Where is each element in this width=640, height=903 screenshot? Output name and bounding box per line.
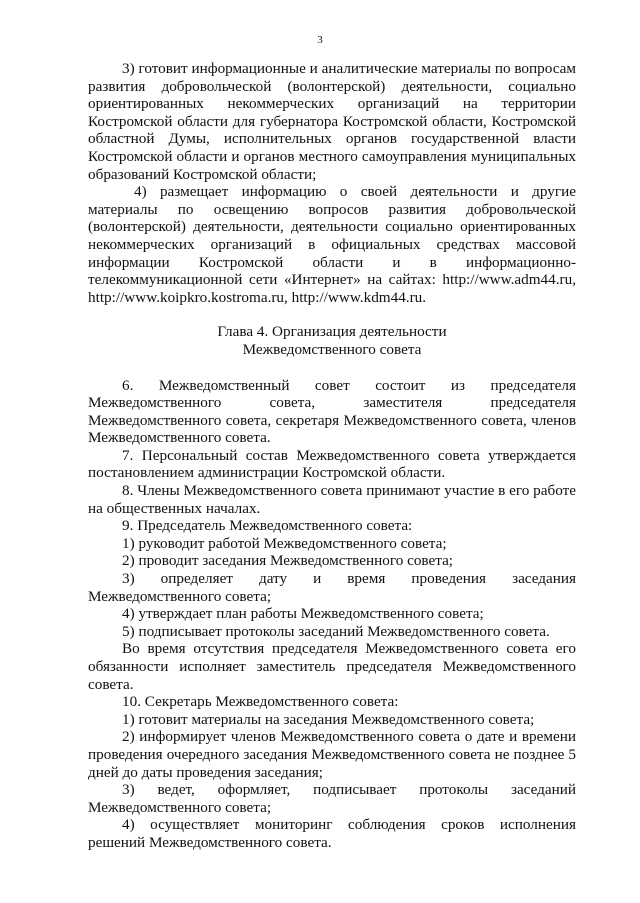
page-number: 3 [317,34,323,46]
paragraph-9-item-4: 4) утверждает план работы Межведомственного совета; [122,605,484,623]
paragraph-6: 6. Межведомственный совет состоит из председателя Межведомственного совета, заместителя председателя Межведомственного совета, секретаря Межведомственного совета, членов Межведомственного совета. [88,376,576,447]
chapter-heading [88,323,576,358]
paragraph-10-item-3: 3) ведет, оформляет, подписывает протоколы заседаний Межведомственного совета; [88,781,576,816]
paragraph-7: 7. Персональный состав Межведомственного совета утверждается постановлением администрации Костромской области. [88,446,576,482]
paragraph-intro-4: 4) размещает информацию о своей деятельности и другие материалы по освещению вопросов развития добровольческой (волонтерской) деятельности, деятельности социально ориентированных некоммерческих организаций в официальных средствах массовой информации Костромской области и в информационно-телекоммуникационной сети «Интернет» на сайтах: http://www.adm44.ru, http://www.koipkro.kostroma.ru, http://www.kdm44.ru. [88,183,576,306]
paragraph-10: 10. Секретарь Межведомственного совета: [122,693,399,711]
paragraph-9-item-5: 5) подписывает протоколы заседаний Межведомственного совета. [122,622,550,640]
paragraph-10-item-4: 4) осуществляет мониторинг соблюдения сроков исполнения решений Межведомственного совета. [88,816,576,851]
paragraph-9-item-2: 2) проводит заседания Межведомственного совета; [122,552,454,570]
chapter-title-line-1: Глава 4. Организация деятельности [217,323,447,341]
document-body [88,60,576,852]
paragraph-9-item-3: 3) определяет дату и время проведения заседания Межведомственного совета; [88,570,576,605]
paragraph-9: 9. Председатель Межведомственного совета: [122,517,413,535]
paragraph-8: 8. Члены Межведомственного совета принимают участие в его работе на общественных началах. [88,482,576,517]
paragraph-9-item-1: 1) руководит работой Межведомственного совета; [122,534,447,552]
chapter-title-line-2: Межведомственного совета [242,340,422,358]
paragraph-9-deputy: Во время отсутствия председателя Межведомственного совета его обязанности исполняет заместитель председателя Межведомственного совета. [88,640,576,693]
paragraph-intro-3: 3) готовит информационные и аналитические материалы по вопросам развития добровольческой (волонтерской) деятельности, социально ориентированных некоммерческих организаций на территории Костромской области для губернатора Костромской области, Костромской областной Думы, исполнительных органов государственной власти Костромской области и органов местного самоуправления муниципальных образований Костромской области; [88,60,576,183]
paragraph-10-item-2: 2) информирует членов Межведомственного совета о дате и времени проведения очередного заседания Межведомственного совета не позднее 5 дней до даты проведения заседания; [88,728,576,781]
paragraph-10-item-1: 1) готовит материалы на заседания Межведомственного совета; [122,710,535,728]
